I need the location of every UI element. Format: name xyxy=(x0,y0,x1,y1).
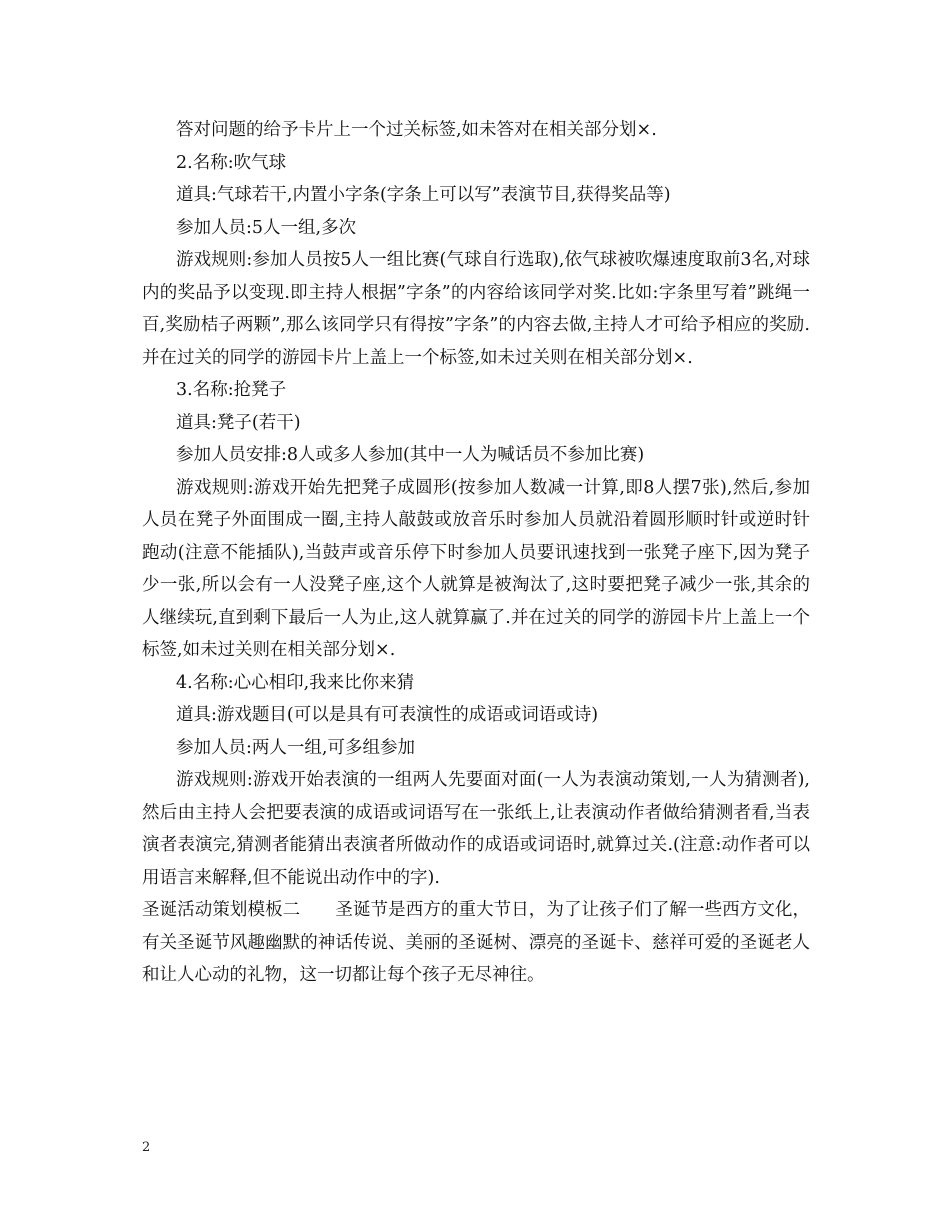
game-2-participants: 参加人员:5人一组,多次 xyxy=(176,217,357,238)
game-3-title: 3.名称:抢凳子 xyxy=(176,380,287,400)
christmas-template-intro: 圣诞活动策划模板二 圣诞节是西方的重大节日，为了让孩子们了解一些西方文化，有关圣诞节风趣幽默的神话传说、美丽的圣诞树、漂亮的圣诞卡、慈祥可爱的圣诞老人和让人心动的礼物，这一切都让每个孩子无尽神往。 xyxy=(142,900,810,985)
game-3-props: 道具:凳子(若干) xyxy=(176,412,301,433)
game-2-title: 2.名称:吹气球 xyxy=(176,152,287,173)
game-2-props: 道具:气球若干,内置小字条(字条上可以写”表演节目,获得奖品等) xyxy=(176,185,671,205)
game-4-rules: 游戏规则:游戏开始表演的一组两人先要面对面(一人为表演动策划,一人为猜测者),然后由主持人会把要表演的成语或词语写在一张纸上,让表演动作者做给猜测者看,当表演者表演完,猜测者能猜出表演者所做动作的成语或词语时,就算过关.(注意:动作者可以用语言来解释,但不能说出动作中的字). xyxy=(142,770,810,888)
game-2-rules: 游戏规则:参加人员按5人一组比赛(气球自行选取),依气球被吹爆速度取前3名,对球内的奖品予以变现.即主持人根据”字条”的内容给该同学对奖.比如:字条里写着”跳绳一百,奖励桔子两颗”,那么该同学只有得按”字条”的内容去做,主持人才可给予相应的奖励.并在过关的同学的游园卡片上盖上一个标签,如未过关则在相关部分划×. xyxy=(142,250,810,368)
paragraph-answer-rule: 答对问题的给予卡片上一个过关标签,如未答对在相关部分划×. xyxy=(176,120,657,140)
document-body xyxy=(142,114,810,992)
game-4-props: 道具:游戏题目(可以是具有可表演性的成语或词语或诗) xyxy=(176,705,599,725)
page-number: 2 xyxy=(142,1140,151,1155)
game-3-rules: 游戏规则:游戏开始先把凳子成圆形(按参加人数减一计算,即8人摆7张),然后,参加人员在凳子外面围成一圈,主持人敲鼓或放音乐时参加人员就沿着圆形顺时针或逆时针跑动(注意不能插队),当鼓声或音乐停下时参加人员要讯速找到一张凳子座下,因为凳子少一张,所以会有一人没凳子座,这个人就算是被淘汰了,这时要把凳子减少一张,其余的人继续玩,直到剩下最后一人为止,这人就算赢了.并在过关的同学的游园卡片上盖上一个标签,如未过关则在相关部分划×. xyxy=(142,477,810,660)
game-4-title: 4.名称:心心相印,我来比你来猜 xyxy=(176,672,415,693)
game-3-participants: 参加人员安排:8人或多人参加(其中一人为喊话员不参加比赛) xyxy=(176,445,645,465)
game-4-participants: 参加人员:两人一组,可多组参加 xyxy=(176,737,415,758)
